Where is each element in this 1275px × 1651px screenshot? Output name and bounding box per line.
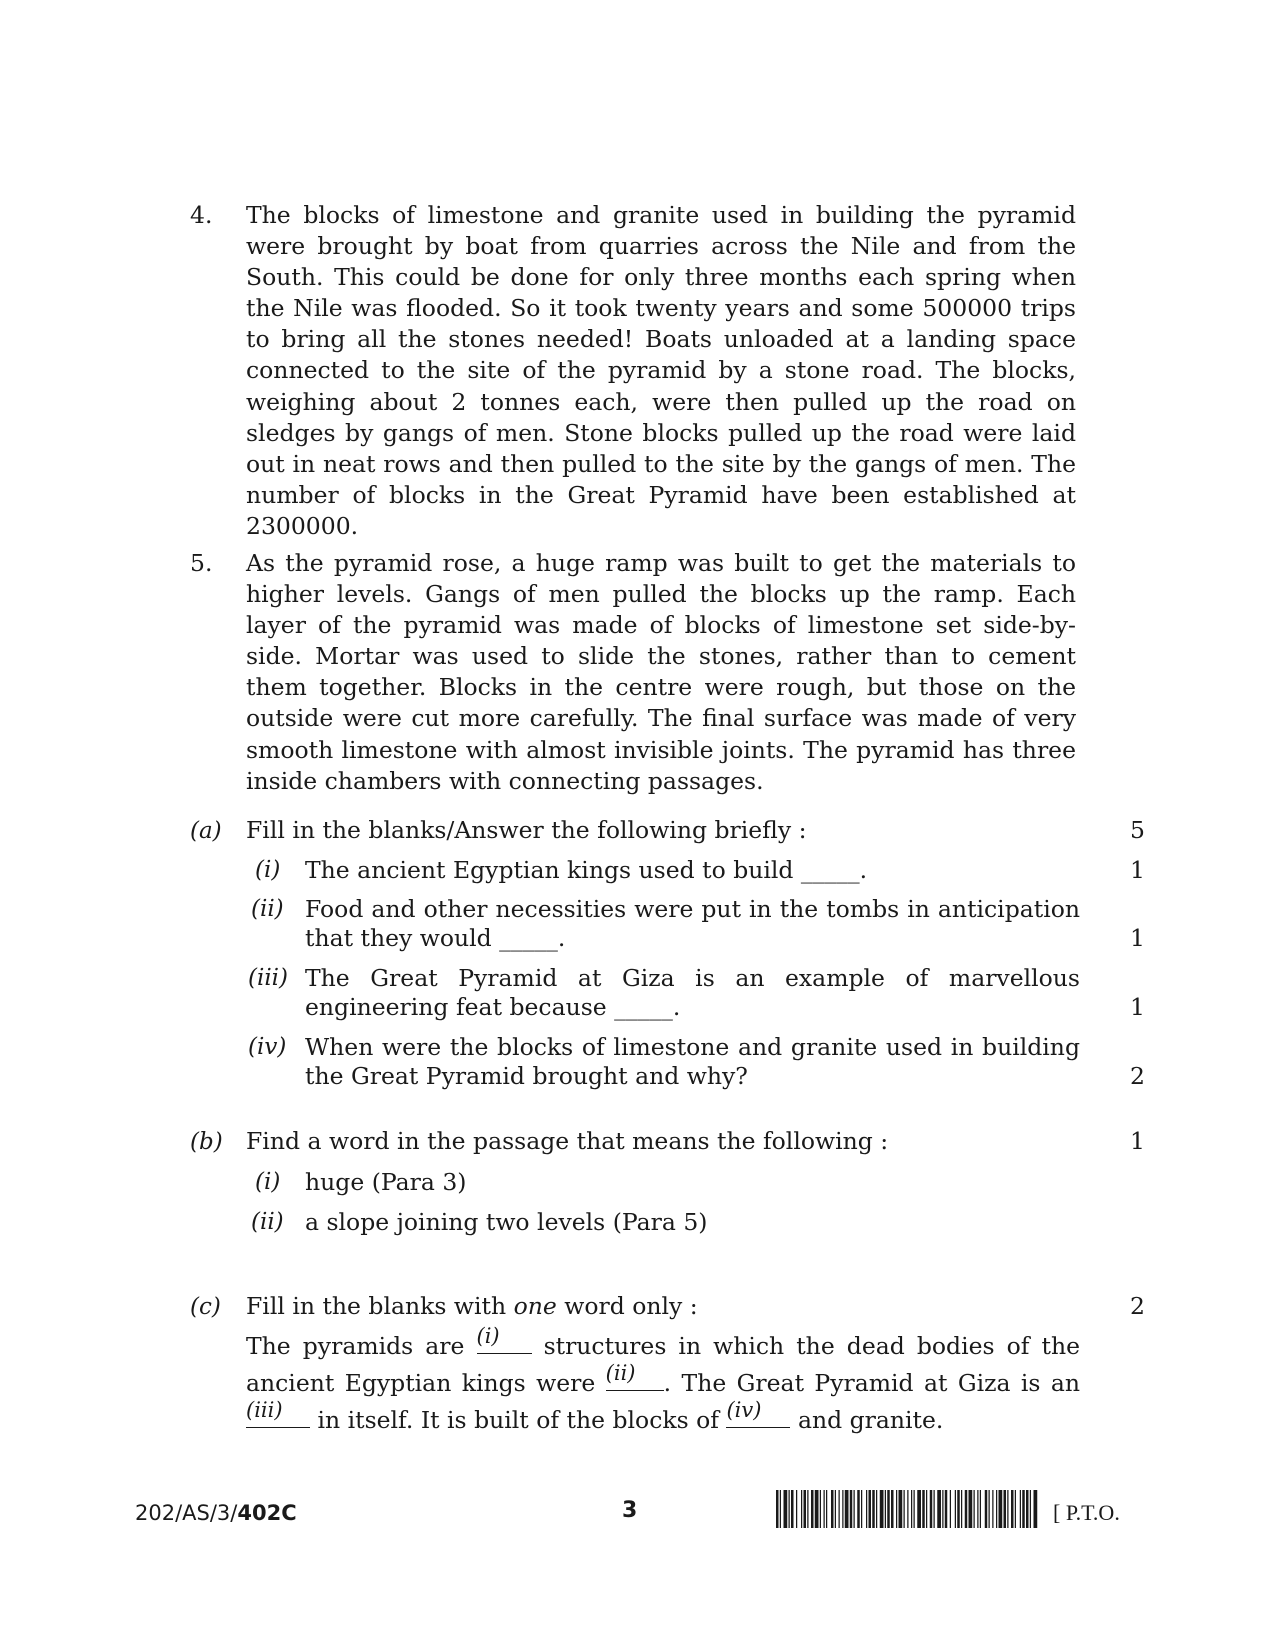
question-label: (c) bbox=[190, 1294, 221, 1320]
blank-label: (ii) bbox=[605, 1361, 636, 1385]
sub-question-marks: 2 bbox=[1130, 1062, 1145, 1090]
sub-question-marks: 1 bbox=[1130, 924, 1145, 952]
paragraph-number: 5. bbox=[190, 549, 213, 577]
question-text-post: word only : bbox=[556, 1292, 698, 1320]
paragraph-text: As the pyramid rose, a huge ramp was built to get the materials to higher levels. Gangs of men pulled the blocks up the ramp. Each layer of the pyramid was made of blocks of limestone set side-by-side. Mortar was used to slide the stones, rather than to cement them together. Blocks in the centre were rough, but those on the outside were cut more carefully. The final surface was made of very smooth limestone with almost invisible joints. The pyramid has three inside chambers with connecting passages. bbox=[246, 549, 1076, 795]
question-marks: 5 bbox=[1130, 816, 1145, 844]
sub-question-text: Food and other necessities were put in the tombs in anticipation that they would _____. bbox=[305, 895, 1080, 952]
sub-question-label: (ii) bbox=[251, 1209, 284, 1235]
paragraph-text: The blocks of limestone and granite used in building the pyramid were brought by boat from quarries across the Nile and from the South. This could be done for only three months each spring when the Nile was flooded. So it took twenty years and some 500000 trips to bring all the stones needed! Boats unloaded at a landing space connected to the site of the pyramid by a stone road. The blocks, weighing about 2 tonnes each, were then pulled up the road on sledges by gangs of men. Stone blocks pulled up the road were laid out in neat rows and then pulled to the site by the gangs of men. The number of blocks in the Great Pyramid have been established at 2300000. bbox=[246, 201, 1076, 540]
sub-question-text: The Great Pyramid at Giza is an example of marvellous engineering feat because _____. bbox=[305, 964, 1080, 1021]
sub-question-text: When were the blocks of limestone and granite used in building the Great Pyramid brought and why? bbox=[305, 1033, 1080, 1090]
barcode-icon bbox=[776, 1490, 1038, 1528]
sub-question-label: (iv) bbox=[248, 1034, 287, 1060]
fill-in-passage bbox=[246, 1324, 1080, 1439]
sub-question-label: (ii) bbox=[251, 896, 284, 922]
question-marks: 1 bbox=[1130, 1127, 1145, 1155]
question-text bbox=[246, 1292, 698, 1321]
blank-label: (iii) bbox=[246, 1398, 283, 1422]
question-label: (a) bbox=[190, 818, 222, 844]
sub-question-label: (iii) bbox=[248, 965, 289, 991]
paper-code-prefix: 202/AS/3/ bbox=[135, 1501, 238, 1525]
question-label: (b) bbox=[190, 1129, 223, 1155]
page-number: 3 bbox=[622, 1498, 638, 1523]
sub-question-label: (i) bbox=[255, 1169, 281, 1195]
blank-iv[interactable] bbox=[726, 1398, 790, 1428]
sub-question-marks: 1 bbox=[1130, 856, 1145, 884]
question-text-pre: Fill in the blanks with bbox=[246, 1292, 514, 1320]
question-text-emphasis: one bbox=[513, 1292, 557, 1320]
sub-question-text: a slope joining two levels (Para 5) bbox=[305, 1208, 708, 1236]
passage-segment: and granite. bbox=[797, 1406, 944, 1434]
passage-segment: The pyramids are bbox=[246, 1332, 465, 1360]
blank-label: (iv) bbox=[726, 1398, 762, 1422]
blank-iii[interactable] bbox=[246, 1398, 310, 1428]
blank-label: (i) bbox=[476, 1324, 500, 1348]
question-text: Find a word in the passage that means the following : bbox=[246, 1127, 889, 1155]
question-marks: 2 bbox=[1130, 1292, 1145, 1320]
sub-question-text: The ancient Egyptian kings used to build _____. bbox=[305, 856, 868, 884]
passage-segment: . The Great Pyramid at Giza is an bbox=[663, 1369, 1080, 1397]
sub-question-label: (i) bbox=[255, 857, 281, 883]
sub-question-text: huge (Para 3) bbox=[305, 1168, 467, 1196]
paragraph-number: 4. bbox=[190, 201, 213, 229]
question-text: Fill in the blanks/Answer the following briefly : bbox=[246, 816, 807, 844]
passage-segment: structures in which the dead bodies of the ancient Egyptian kings were bbox=[246, 1332, 1080, 1397]
blank-ii[interactable] bbox=[605, 1361, 664, 1391]
paper-code-bold: 402C bbox=[237, 1501, 297, 1525]
blank-i[interactable] bbox=[476, 1324, 532, 1354]
paper-code bbox=[135, 1501, 297, 1525]
pto-label: [ P.T.O. bbox=[1053, 1500, 1120, 1525]
passage-segment: in itself. It is built of the blocks of bbox=[317, 1406, 719, 1434]
sub-question-marks: 1 bbox=[1130, 993, 1145, 1021]
